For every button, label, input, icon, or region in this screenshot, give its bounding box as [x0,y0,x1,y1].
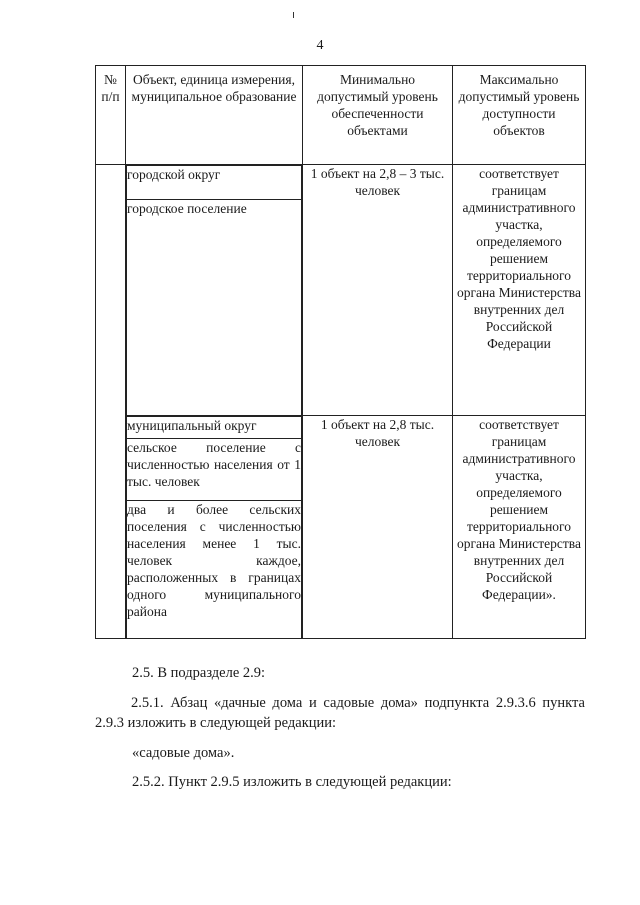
cell-min-group2: 1 объект на 2,8 тыс. человек [303,416,453,639]
norms-table [95,65,586,639]
table-row-group2 [96,416,586,639]
paragraph-garden-houses: «садовые дома». [132,745,235,761]
page-number: 4 [316,38,324,53]
paragraph-2-5: 2.5. В подразделе 2.9: [132,665,266,681]
unit-municipal-district: муниципальный округ [127,417,302,439]
paragraph-2-5-1: 2.5.1. Абзац «дачные дома и садовые дома» подпункта 2.9.3.6 пункта 2.9.3 изложить в следующей редакции: [95,695,585,731]
header-object: Объект, единица измерения, муниципальное образование [126,66,303,165]
cell-max-group1: соответствует границам административного участка, определяемого решением территориального органа Министерства внутренних дел Российской Федерации [453,165,586,416]
header-max-level: Максимально допустимый уровень доступности объектов [453,66,586,165]
table-row-group1 [96,165,586,416]
table-header-row [96,66,586,165]
unit-two-rural-settlements: два и более сельских поселения с численностью населения менее 1 тыс. человек каждое, расположенных в границах одного муниципального района [127,501,302,639]
paragraph-2-5-2: 2.5.2. Пункт 2.9.5 изложить в следующей редакции: [132,774,452,790]
header-number: № п/п [96,66,126,165]
header-min-level: Минимально допустимый уровень обеспеченности объектами [303,66,453,165]
cell-units-group2 [126,416,303,639]
scan-mark [293,12,294,18]
cell-max-group2: соответствует границам административного участка, определяемого решением территориального органа Министерства внутренних дел Российской Федерации». [453,416,586,639]
unit-urban-settlement: городское поселение [127,200,302,416]
cell-units-group1 [126,165,303,416]
cell-min-group1: 1 объект на 2,8 – 3 тыс. человек [303,165,453,416]
unit-urban-district: городской округ [127,166,302,200]
unit-rural-settlement: сельское поселение с численностью населения от 1 тыс. человек [127,439,302,501]
cell-number [96,165,126,639]
